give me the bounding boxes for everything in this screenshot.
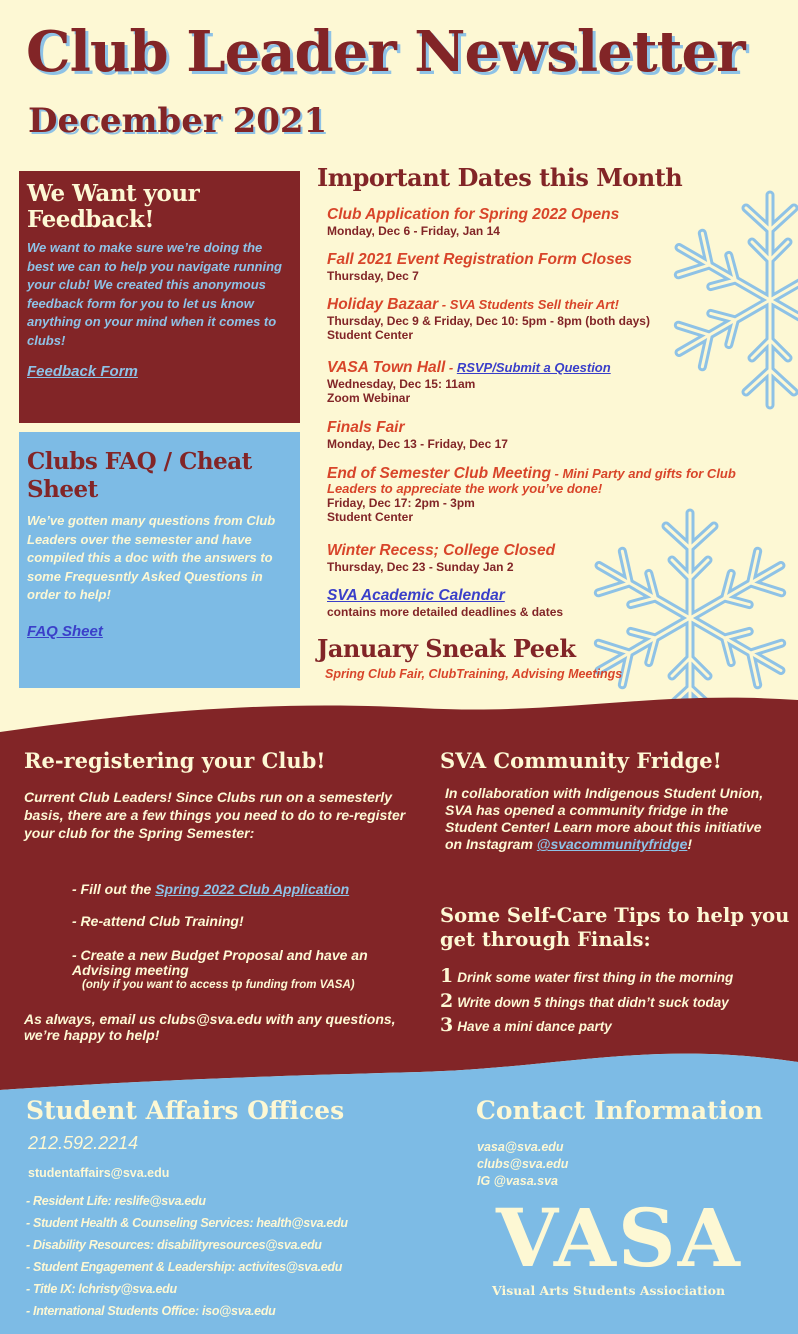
- reregister-outro: As always, email us clubs@sva.edu with any questions, we’re happy to help!: [24, 1011, 396, 1043]
- feedback-box: [19, 171, 300, 423]
- date-item: [327, 251, 787, 283]
- date-item: [327, 419, 787, 451]
- event-name: Winter Recess; College Closed: [327, 542, 556, 559]
- feedback-form-link[interactable]: Feedback Form: [27, 363, 138, 380]
- tip-text: Have a mini dance party: [457, 1019, 612, 1034]
- student-affairs-phone: 212.592.2214: [28, 1133, 139, 1153]
- event-when: Monday, Dec 6 - Friday, Jan 14: [327, 224, 500, 238]
- contact-title: Contact Information: [476, 1096, 763, 1125]
- fridge-text: [445, 785, 775, 853]
- event-when: Friday, Dec 17: 2pm - 3pm: [327, 496, 475, 510]
- contact-line: vasa@sva.edu: [477, 1140, 564, 1154]
- event-when: Thursday, Dec 7: [327, 269, 419, 283]
- event-when: contains more detailed deadlines & dates: [327, 605, 564, 619]
- tip-text: Write down 5 things that didn’t suck today: [457, 995, 729, 1010]
- list-item-text: - Create a new Budget Proposal and have an Advising meeting: [72, 947, 368, 978]
- contact-line: clubs@sva.edu: [477, 1157, 569, 1171]
- student-affairs-title: Student Affairs Offices: [26, 1096, 345, 1125]
- club-application-link[interactable]: Spring 2022 Club Application: [155, 881, 350, 897]
- tip-number: 1: [440, 965, 454, 987]
- tip-number: 3: [440, 1014, 454, 1036]
- faq-title: Clubs FAQ / Cheat Sheet: [27, 448, 252, 503]
- event-when: Wednesday, Dec 15: 11am: [327, 377, 476, 391]
- newsletter-date: December 2021: [28, 101, 328, 141]
- event-where: Zoom Webinar: [327, 391, 411, 405]
- event-when: Thursday, Dec 23 - Sunday Jan 2: [327, 560, 514, 574]
- date-item: [327, 466, 787, 524]
- date-item: [327, 296, 787, 342]
- tip-text: Drink some water first thing in the morning: [457, 970, 734, 985]
- event-name: End of Semester Club Meeting: [327, 465, 551, 482]
- list-item: [72, 882, 412, 897]
- date-item: [327, 587, 787, 619]
- office-item: - Title IX: lchristy@sva.edu: [26, 1282, 177, 1296]
- contact-line: IG @vasa.sva: [477, 1174, 558, 1188]
- event-extra: -: [445, 360, 457, 375]
- event-where: Student Center: [327, 510, 414, 524]
- event-name: Finals Fair: [327, 419, 405, 436]
- event-name: Holiday Bazaar: [327, 296, 439, 313]
- office-item: - Student Engagement & Leadership: activites@sva.edu: [26, 1260, 343, 1274]
- date-item: [327, 359, 787, 405]
- selfcare-title: Some Self-Care Tips to help you get through Finals:: [440, 904, 790, 951]
- event-when: Thursday, Dec 9 & Friday, Dec 10: 5pm - 8pm (both days): [327, 314, 650, 328]
- fridge-body: In collaboration with Indigenous Student Union, SVA has opened a community fridge in the Student Center! Learn more about this initiative on Instagram: [445, 785, 764, 852]
- vasa-logo: VASA: [496, 1191, 742, 1285]
- newsletter-title: Club Leader Newsletter: [26, 19, 745, 85]
- feedback-body: We want to make sure we’re doing the best we can to help you navigate running your club! We created this anonymous feedback form for you to let us know anything on your mind when it comes to clubs!: [27, 240, 282, 348]
- office-item: - Disability Resources: disabilityresources@sva.edu: [26, 1238, 322, 1252]
- fridge-title: SVA Community Fridge!: [440, 748, 722, 773]
- tip-number: 2: [440, 990, 454, 1012]
- academic-calendar-link[interactable]: SVA Academic Calendar: [327, 587, 505, 604]
- date-item: [327, 542, 787, 574]
- january-text: Spring Club Fair, ClubTraining, Advising Meetings: [325, 667, 623, 681]
- event-extra: - SVA Students Sell their Art!: [438, 297, 619, 312]
- list-item-note: (only if you want to access tp funding from VASA): [82, 979, 355, 991]
- event-name: VASA Town Hall: [327, 359, 446, 376]
- event-name: Club Application for Spring 2022 Opens: [327, 206, 620, 223]
- rsvp-link[interactable]: RSVP/Submit a Question: [456, 360, 611, 375]
- office-item: - Student Health & Counseling Services: health@sva.edu: [26, 1216, 348, 1230]
- event-name: Fall 2021 Event Registration Form Closes: [327, 251, 632, 268]
- date-item: [327, 206, 787, 238]
- fridge-instagram-link[interactable]: @svacommunityfridge: [536, 836, 688, 852]
- faq-body: We’ve gotten many questions from Club Leaders over the semester and have compiled this a doc with the answers to some Frequesntly Asked Questions in order to help!: [27, 513, 276, 602]
- feedback-title: We Want your Feedback!: [27, 180, 200, 233]
- event-where: Student Center: [327, 328, 414, 342]
- fridge-end: !: [687, 836, 693, 852]
- office-item: - International Students Office: iso@sva.edu: [26, 1304, 276, 1318]
- student-affairs-email: studentaffairs@sva.edu: [28, 1166, 170, 1180]
- reregister-title: Re-registering your Club!: [24, 748, 326, 773]
- event-extra: - Mini Party and gifts for Club Leaders to appreciate the work you’ve done!: [327, 466, 736, 496]
- tip-item: [440, 965, 733, 987]
- dates-title: Important Dates this Month: [317, 163, 683, 192]
- january-title: January Sneak Peek: [317, 634, 576, 663]
- list-item-text: - Fill out the: [72, 881, 156, 897]
- reregister-intro: Current Club Leaders! Since Clubs run on a semesterly basis, there are a few things you need to do to re-register your club for the Spring Semester:: [24, 789, 406, 841]
- tip-item: [440, 1014, 612, 1036]
- office-item: - Resident Life: reslife@sva.edu: [26, 1194, 206, 1208]
- event-when: Monday, Dec 13 - Friday, Dec 17: [327, 437, 508, 451]
- tip-item: [440, 990, 729, 1012]
- faq-sheet-link[interactable]: FAQ Sheet: [27, 622, 103, 640]
- list-item: - Re-attend Club Training!: [72, 913, 244, 929]
- vasa-logo-subtitle: Visual Arts Students Assiociation: [492, 1283, 726, 1298]
- faq-box: [19, 432, 300, 688]
- list-item: [72, 948, 412, 993]
